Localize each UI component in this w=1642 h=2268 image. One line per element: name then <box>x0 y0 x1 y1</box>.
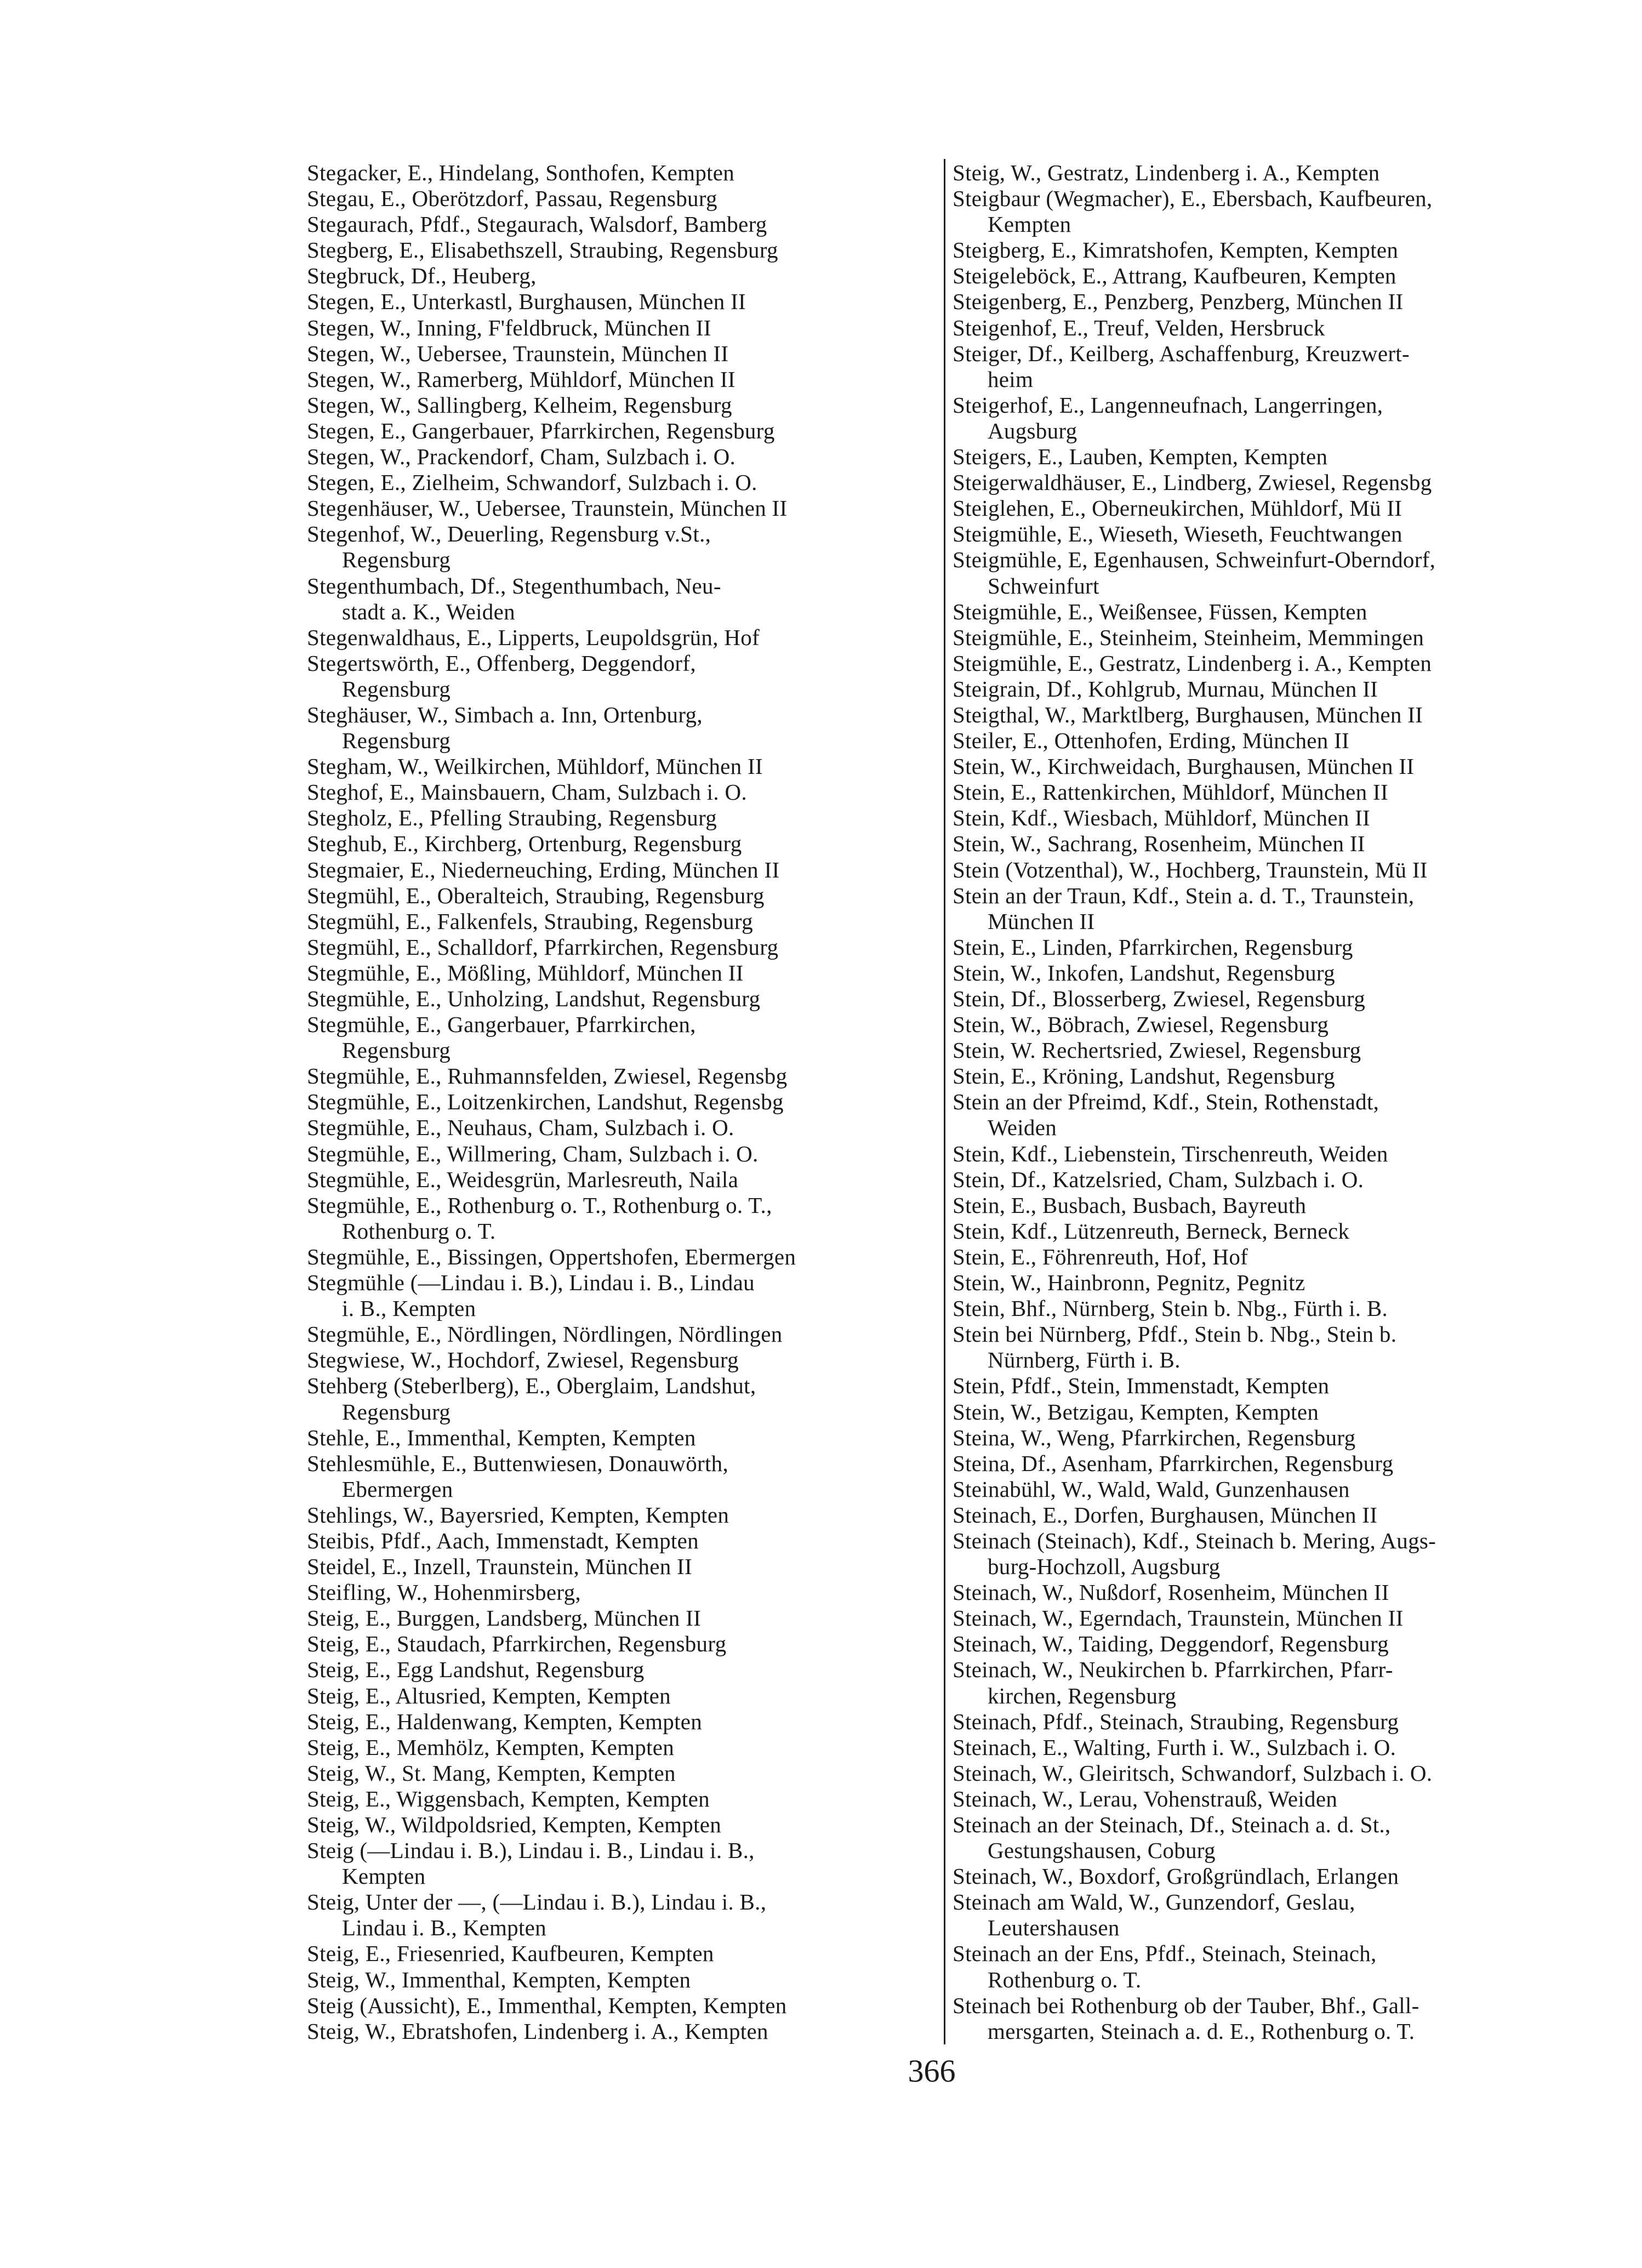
gazetteer-entry: Stein, Kdf., Liebenstein, Tirschenreuth, Weiden <box>953 1141 1388 1166</box>
entry-continuation: Rothenburg o. T. <box>342 1218 496 1244</box>
gazetteer-entry: Steigmühle, E., Steinheim, Steinheim, Memmingen <box>953 624 1424 650</box>
entry-continuation: burg-Hochzoll, Augsburg <box>988 1554 1221 1580</box>
gazetteer-entry: Stein, Df., Blosserberg, Zwiesel, Regensburg <box>953 986 1366 1011</box>
gazetteer-entry: Steibis, Pfdf., Aach, Immenstadt, Kempten <box>307 1528 699 1553</box>
gazetteer-entry: Stein, W., Betzigau, Kempten, Kempten <box>953 1399 1319 1424</box>
gazetteer-entry: Stegen, W., Prackendorf, Cham, Sulzbach i. O. <box>307 444 736 470</box>
gazetteer-entry: Stein, W., Hainbronn, Pegnitz, Pegnitz <box>953 1270 1305 1296</box>
gazetteer-entry: Steinach, E., Walting, Furth i. W., Sulzbach i. O. <box>953 1734 1396 1760</box>
entry-continuation: Regensburg <box>342 1038 451 1063</box>
gazetteer-entry: Steigmühle, E, Egenhausen, Schweinfurt-Oberndorf, <box>953 547 1436 573</box>
entry-continuation: Regensburg <box>342 547 451 573</box>
gazetteer-entry: Stegmühle, E., Ruhmannsfelden, Zwiesel, Regensbg <box>307 1063 788 1089</box>
gazetteer-entry: Stein an der Traun, Kdf., Stein a. d. T., Traunstein, <box>953 882 1415 908</box>
gazetteer-entry: Steinabühl, W., Wald, Wald, Gunzenhausen <box>953 1476 1350 1502</box>
gazetteer-entry: Stein bei Nürnberg, Pfdf., Stein b. Nbg., Stein b. <box>953 1321 1397 1347</box>
gazetteer-entry: Steghof, E., Mainsbauern, Cham, Sulzbach i. O. <box>307 779 747 805</box>
gazetteer-entry: Steinach an der Steinach, Df., Steinach a. d. St., <box>953 1812 1391 1837</box>
entry-continuation: Ebermergen <box>342 1476 453 1502</box>
entry-continuation: Regensburg <box>342 728 451 754</box>
gazetteer-entry: Steiglehen, E., Oberneukirchen, Mühldorf, Mü II <box>953 495 1402 521</box>
gazetteer-entry: Stegholz, E., Pfelling Straubing, Regensburg <box>307 805 717 831</box>
gazetteer-entry: Stegmühle, E., Loitzenkirchen, Landshut, Regensbg <box>307 1089 784 1115</box>
gazetteer-entry: Steig, W., Wildpoldsried, Kempten, Kempten <box>307 1812 722 1837</box>
gazetteer-entry: Stegenthumbach, Df., Stegenthumbach, Neu- <box>307 573 721 599</box>
entry-continuation: Kempten <box>342 1864 426 1889</box>
gazetteer-entry: Stehberg (Steberlberg), E., Oberglaim, Landshut, <box>307 1373 756 1399</box>
gazetteer-entry: Stegen, E., Unterkastl, Burghausen, München II <box>307 289 746 315</box>
entry-continuation: kirchen, Regensburg <box>988 1683 1177 1708</box>
gazetteer-entry: Stegen, E., Gangerbauer, Pfarrkirchen, Regensburg <box>307 418 775 443</box>
gazetteer-entry: Stein, Pfdf., Stein, Immenstadt, Kempten <box>953 1373 1330 1399</box>
right-column <box>953 160 1588 2044</box>
entry-continuation: Schweinfurt <box>988 573 1099 599</box>
gazetteer-entry: Steig, E., Altusried, Kempten, Kempten <box>307 1683 671 1708</box>
gazetteer-entry: Stein, W., Böbrach, Zwiesel, Regensburg <box>953 1012 1329 1038</box>
gazetteer-entry: Steinach, W., Gleiritsch, Schwandorf, Sulzbach i. O. <box>953 1760 1433 1786</box>
gazetteer-entry: Steinach am Wald, W., Gunzendorf, Geslau, <box>953 1889 1355 1915</box>
entry-continuation: Nürnberg, Fürth i. B. <box>988 1347 1181 1373</box>
gazetteer-entry: Steig, W., Gestratz, Lindenberg i. A., Kempten <box>953 160 1380 185</box>
gazetteer-entry: Stein, Kdf., Wiesbach, Mühldorf, München II <box>953 805 1371 831</box>
entry-continuation: Weiden <box>988 1115 1057 1141</box>
gazetteer-entry: Stegacker, E., Hindelang, Sonthofen, Kempten <box>307 160 735 185</box>
gazetteer-entry: Steinach (Steinach), Kdf., Steinach b. Mering, Augs- <box>953 1528 1436 1553</box>
gazetteer-entry: Stegmühl, E., Schalldorf, Pfarrkirchen, Regensburg <box>307 934 779 960</box>
gazetteer-entry: Stegmaier, E., Niederneuching, Erding, München II <box>307 857 780 882</box>
gazetteer-entry: Steigthal, W., Marktlberg, Burghausen, München II <box>953 702 1423 727</box>
gazetteer-entry: Stegmühle, E., Bissingen, Oppertshofen, Ebermergen <box>307 1244 796 1269</box>
entry-continuation: Augsburg <box>988 418 1077 443</box>
entry-continuation: Gestungshausen, Coburg <box>988 1838 1216 1864</box>
gazetteer-entry: Steinach, E., Dorfen, Burghausen, München II <box>953 1502 1378 1528</box>
gazetteer-entry: Steigeleböck, E., Attrang, Kaufbeuren, Kempten <box>953 263 1396 289</box>
gazetteer-entry: Steigenhof, E., Treuf, Velden, Hersbruck <box>953 315 1325 340</box>
gazetteer-entry: Stegen, W., Uebersee, Traunstein, München II <box>307 340 729 366</box>
gazetteer-entry: Steigerhof, E., Langenneufnach, Langerringen, <box>953 392 1383 418</box>
entry-continuation: i. B., Kempten <box>342 1296 476 1321</box>
entry-continuation: stadt a. K., Weiden <box>342 599 515 624</box>
gazetteer-entry: Stein an der Pfreimd, Kdf., Stein, Rothenstadt, <box>953 1089 1379 1115</box>
gazetteer-entry: Steigrain, Df., Kohlgrub, Murnau, München II <box>953 676 1378 702</box>
gazetteer-entry: Stein, E., Busbach, Busbach, Bayreuth <box>953 1192 1307 1218</box>
gazetteer-entry: Steig, E., Memhölz, Kempten, Kempten <box>307 1734 675 1760</box>
gazetteer-entry: Steig, E., Staudach, Pfarrkirchen, Regensburg <box>307 1631 727 1657</box>
entry-continuation: München II <box>988 908 1095 934</box>
gazetteer-entry: Stegenwaldhaus, E., Lipperts, Leupoldsgrün, Hof <box>307 624 760 650</box>
gazetteer-entry: Stegmühl, E., Oberalteich, Straubing, Regensburg <box>307 882 765 908</box>
gazetteer-entry: Stegenhof, W., Deuerling, Regensburg v.St., <box>307 521 711 547</box>
gazetteer-entry: Steidel, E., Inzell, Traunstein, München II <box>307 1554 692 1580</box>
gazetteer-entry: Steina, W., Weng, Pfarrkirchen, Regensburg <box>953 1424 1356 1450</box>
gazetteer-entry: Stehlesmühle, E., Buttenwiesen, Donauwörth, <box>307 1450 728 1476</box>
gazetteer-entry: Steinach, W., Neukirchen b. Pfarrkirchen, Pfarr- <box>953 1657 1393 1683</box>
gazetteer-entry: Steiger, Df., Keilberg, Aschaffenburg, Kreuzwert- <box>953 340 1410 366</box>
gazetteer-entry: Stein, Kdf., Lützenreuth, Berneck, Berneck <box>953 1218 1350 1244</box>
gazetteer-entry: Steig, W., Ebratshofen, Lindenberg i. A., Kempten <box>307 2018 768 2044</box>
gazetteer-entry: Steigbaur (Wegmacher), E., Ebersbach, Kaufbeuren, <box>953 186 1433 212</box>
gazetteer-entry: Steinach, W., Nußdorf, Rosenheim, München II <box>953 1580 1389 1605</box>
gazetteer-entry: Stein, Bhf., Nürnberg, Stein b. Nbg., Fürth i. B. <box>953 1296 1388 1321</box>
gazetteer-entry: Steigerwaldhäuser, E., Lindberg, Zwiesel, Regensbg <box>953 470 1432 495</box>
gazetteer-entry: Steinach, W., Egerndach, Traunstein, München II <box>953 1605 1404 1631</box>
gazetteer-entry: Stein, W., Inkofen, Landshut, Regensburg <box>953 960 1335 985</box>
gazetteer-entry: Steig (Aussicht), E., Immenthal, Kempten, Kempten <box>307 1992 787 2018</box>
gazetteer-entry: Steinach, W., Taiding, Deggendorf, Regensburg <box>953 1631 1389 1657</box>
gazetteer-entry: Stegmühle, E., Gangerbauer, Pfarrkirchen, <box>307 1012 696 1038</box>
gazetteer-entry: Steig, W., Immenthal, Kempten, Kempten <box>307 1967 691 1992</box>
gazetteer-entry: Steiler, E., Ottenhofen, Erding, München II <box>953 728 1350 754</box>
gazetteer-entry: Stegen, W., Ramerberg, Mühldorf, München II <box>307 366 736 392</box>
gazetteer-entry: Steigmühle, E., Wieseth, Wieseth, Feuchtwangen <box>953 521 1402 547</box>
page-number: 366 <box>908 2053 956 2089</box>
entry-continuation: Leutershausen <box>988 1915 1120 1941</box>
gazetteer-entry: Steig, E., Burggen, Landsberg, München II <box>307 1605 702 1631</box>
gazetteer-entry: Stein, W., Kirchweidach, Burghausen, München II <box>953 754 1415 779</box>
gazetteer-entry: Stein, E., Kröning, Landshut, Regensburg <box>953 1063 1335 1089</box>
gazetteer-entry: Steinach, Pfdf., Steinach, Straubing, Regensburg <box>953 1708 1399 1734</box>
left-column <box>307 160 943 2044</box>
gazetteer-entry: Stegau, E., Oberötzdorf, Passau, Regensburg <box>307 186 717 212</box>
gazetteer-entry: Stegmühle, E., Unholzing, Landshut, Regensburg <box>307 986 761 1011</box>
gazetteer-entry: Stegertswörth, E., Offenberg, Deggendorf, <box>307 650 696 676</box>
gazetteer-entry: Steifling, W., Hohenmirsberg, <box>307 1580 581 1605</box>
gazetteer-entry: Stegwiese, W., Hochdorf, Zwiesel, Regensburg <box>307 1347 739 1373</box>
gazetteer-entry: Steigberg, E., Kimratshofen, Kempten, Kempten <box>953 237 1399 263</box>
entry-continuation: Regensburg <box>342 1399 451 1424</box>
gazetteer-entry: Stegen, W., Sallingberg, Kelheim, Regensburg <box>307 392 732 418</box>
gazetteer-entry: Stegen, E., Zielheim, Schwandorf, Sulzbach i. O. <box>307 470 757 495</box>
gazetteer-entry: Steinach an der Ens, Pfdf., Steinach, Steinach, <box>953 1941 1377 1967</box>
gazetteer-entry: Stegham, W., Weilkirchen, Mühldorf, München II <box>307 754 763 779</box>
gazetteer-entry: Stegmühle, E., Rothenburg o. T., Rothenburg o. T., <box>307 1192 772 1218</box>
gazetteer-entry: Stein, E., Föhrenreuth, Hof, Hof <box>953 1244 1248 1269</box>
gazetteer-entry: Stegmühle, E., Mößling, Mühldorf, München II <box>307 960 744 985</box>
gazetteer-entry: Steinach, W., Lerau, Vohenstrauß, Weiden <box>953 1786 1338 1811</box>
gazetteer-entry: Stegmühl, E., Falkenfels, Straubing, Regensburg <box>307 908 753 934</box>
entry-continuation: Lindau i. B., Kempten <box>342 1915 546 1941</box>
gazetteer-entry: Stegbruck, Df., Heuberg, <box>307 263 537 289</box>
column-divider <box>944 159 945 2044</box>
entry-continuation: mersgarten, Steinach a. d. E., Rothenburg o. T. <box>988 2018 1415 2044</box>
gazetteer-entry: Stein, W., Sachrang, Rosenheim, München II <box>953 831 1365 857</box>
gazetteer-entry: Steig, W., St. Mang, Kempten, Kempten <box>307 1760 676 1786</box>
gazetteer-entry: Stein, W. Rechertsried, Zwiesel, Regensburg <box>953 1038 1361 1063</box>
gazetteer-entry: Steghub, E., Kirchberg, Ortenburg, Regensburg <box>307 831 742 857</box>
gazetteer-entry: Steigmühle, E., Gestratz, Lindenberg i. A., Kempten <box>953 650 1432 676</box>
entry-continuation: Regensburg <box>342 676 451 702</box>
gazetteer-entry: Steinach bei Rothenburg ob der Tauber, Bhf., Gall- <box>953 1992 1419 2018</box>
gazetteer-entry: Steinach, W., Boxdorf, Großgründlach, Erlangen <box>953 1864 1399 1889</box>
gazetteer-entry: Stegberg, E., Elisabethszell, Straubing, Regensburg <box>307 237 778 263</box>
gazetteer-entry: Steig, E., Wiggensbach, Kempten, Kempten <box>307 1786 710 1811</box>
gazetteer-entry: Stehle, E., Immenthal, Kempten, Kempten <box>307 1424 696 1450</box>
gazetteer-entry: Steig, E., Egg Landshut, Regensburg <box>307 1657 645 1683</box>
entry-continuation: heim <box>988 366 1034 392</box>
gazetteer-entry: Stegaurach, Pfdf., Stegaurach, Walsdorf, Bamberg <box>307 212 767 237</box>
gazetteer-entry: Stegmühle, E., Nördlingen, Nördlingen, Nördlingen <box>307 1321 783 1347</box>
gazetteer-entry: Steig, Unter der —, (—Lindau i. B.), Lindau i. B., <box>307 1889 767 1915</box>
gazetteer-entry: Stegen, W., Inning, F'feldbruck, München II <box>307 315 711 340</box>
gazetteer-entry: Stegenhäuser, W., Uebersee, Traunstein, München II <box>307 495 788 521</box>
gazetteer-entry: Stein, Df., Katzelsried, Cham, Sulzbach i. O. <box>953 1166 1364 1192</box>
gazetteer-entry: Stein, E., Rattenkirchen, Mühldorf, München II <box>953 779 1388 805</box>
gazetteer-entry: Steig (—Lindau i. B.), Lindau i. B., Lindau i. B., <box>307 1838 755 1864</box>
entry-continuation: Kempten <box>988 212 1071 237</box>
gazetteer-entry: Steina, Df., Asenham, Pfarrkirchen, Regensburg <box>953 1450 1394 1476</box>
gazetteer-entry: Steigmühle, E., Weißensee, Füssen, Kempten <box>953 599 1367 624</box>
gazetteer-entry: Stegmühle, E., Weidesgrün, Marlesreuth, Naila <box>307 1166 739 1192</box>
gazetteer-entry: Steig, E., Haldenwang, Kempten, Kempten <box>307 1708 703 1734</box>
gazetteer-entry: Steigenberg, E., Penzberg, Penzberg, München II <box>953 289 1404 315</box>
gazetteer-entry: Steghäuser, W., Simbach a. Inn, Ortenburg, <box>307 702 703 727</box>
entry-continuation: Rothenburg o. T. <box>988 1967 1142 1992</box>
gazetteer-entry: Stegmühle, E., Neuhaus, Cham, Sulzbach i. O. <box>307 1115 734 1141</box>
gazetteer-entry: Stegmühle, E., Willmering, Cham, Sulzbach i. O. <box>307 1141 759 1166</box>
gazetteer-entry: Steigers, E., Lauben, Kempten, Kempten <box>953 444 1328 470</box>
gazetteer-entry: Stegmühle (—Lindau i. B.), Lindau i. B., Lindau <box>307 1270 755 1296</box>
gazetteer-entry: Stein (Votzenthal), W., Hochberg, Traunstein, Mü II <box>953 857 1428 882</box>
gazetteer-entry: Stehlings, W., Bayersried, Kempten, Kempten <box>307 1502 729 1528</box>
gazetteer-entry: Steig, E., Friesenried, Kaufbeuren, Kempten <box>307 1941 714 1967</box>
gazetteer-entry: Stein, E., Linden, Pfarrkirchen, Regensburg <box>953 934 1353 960</box>
